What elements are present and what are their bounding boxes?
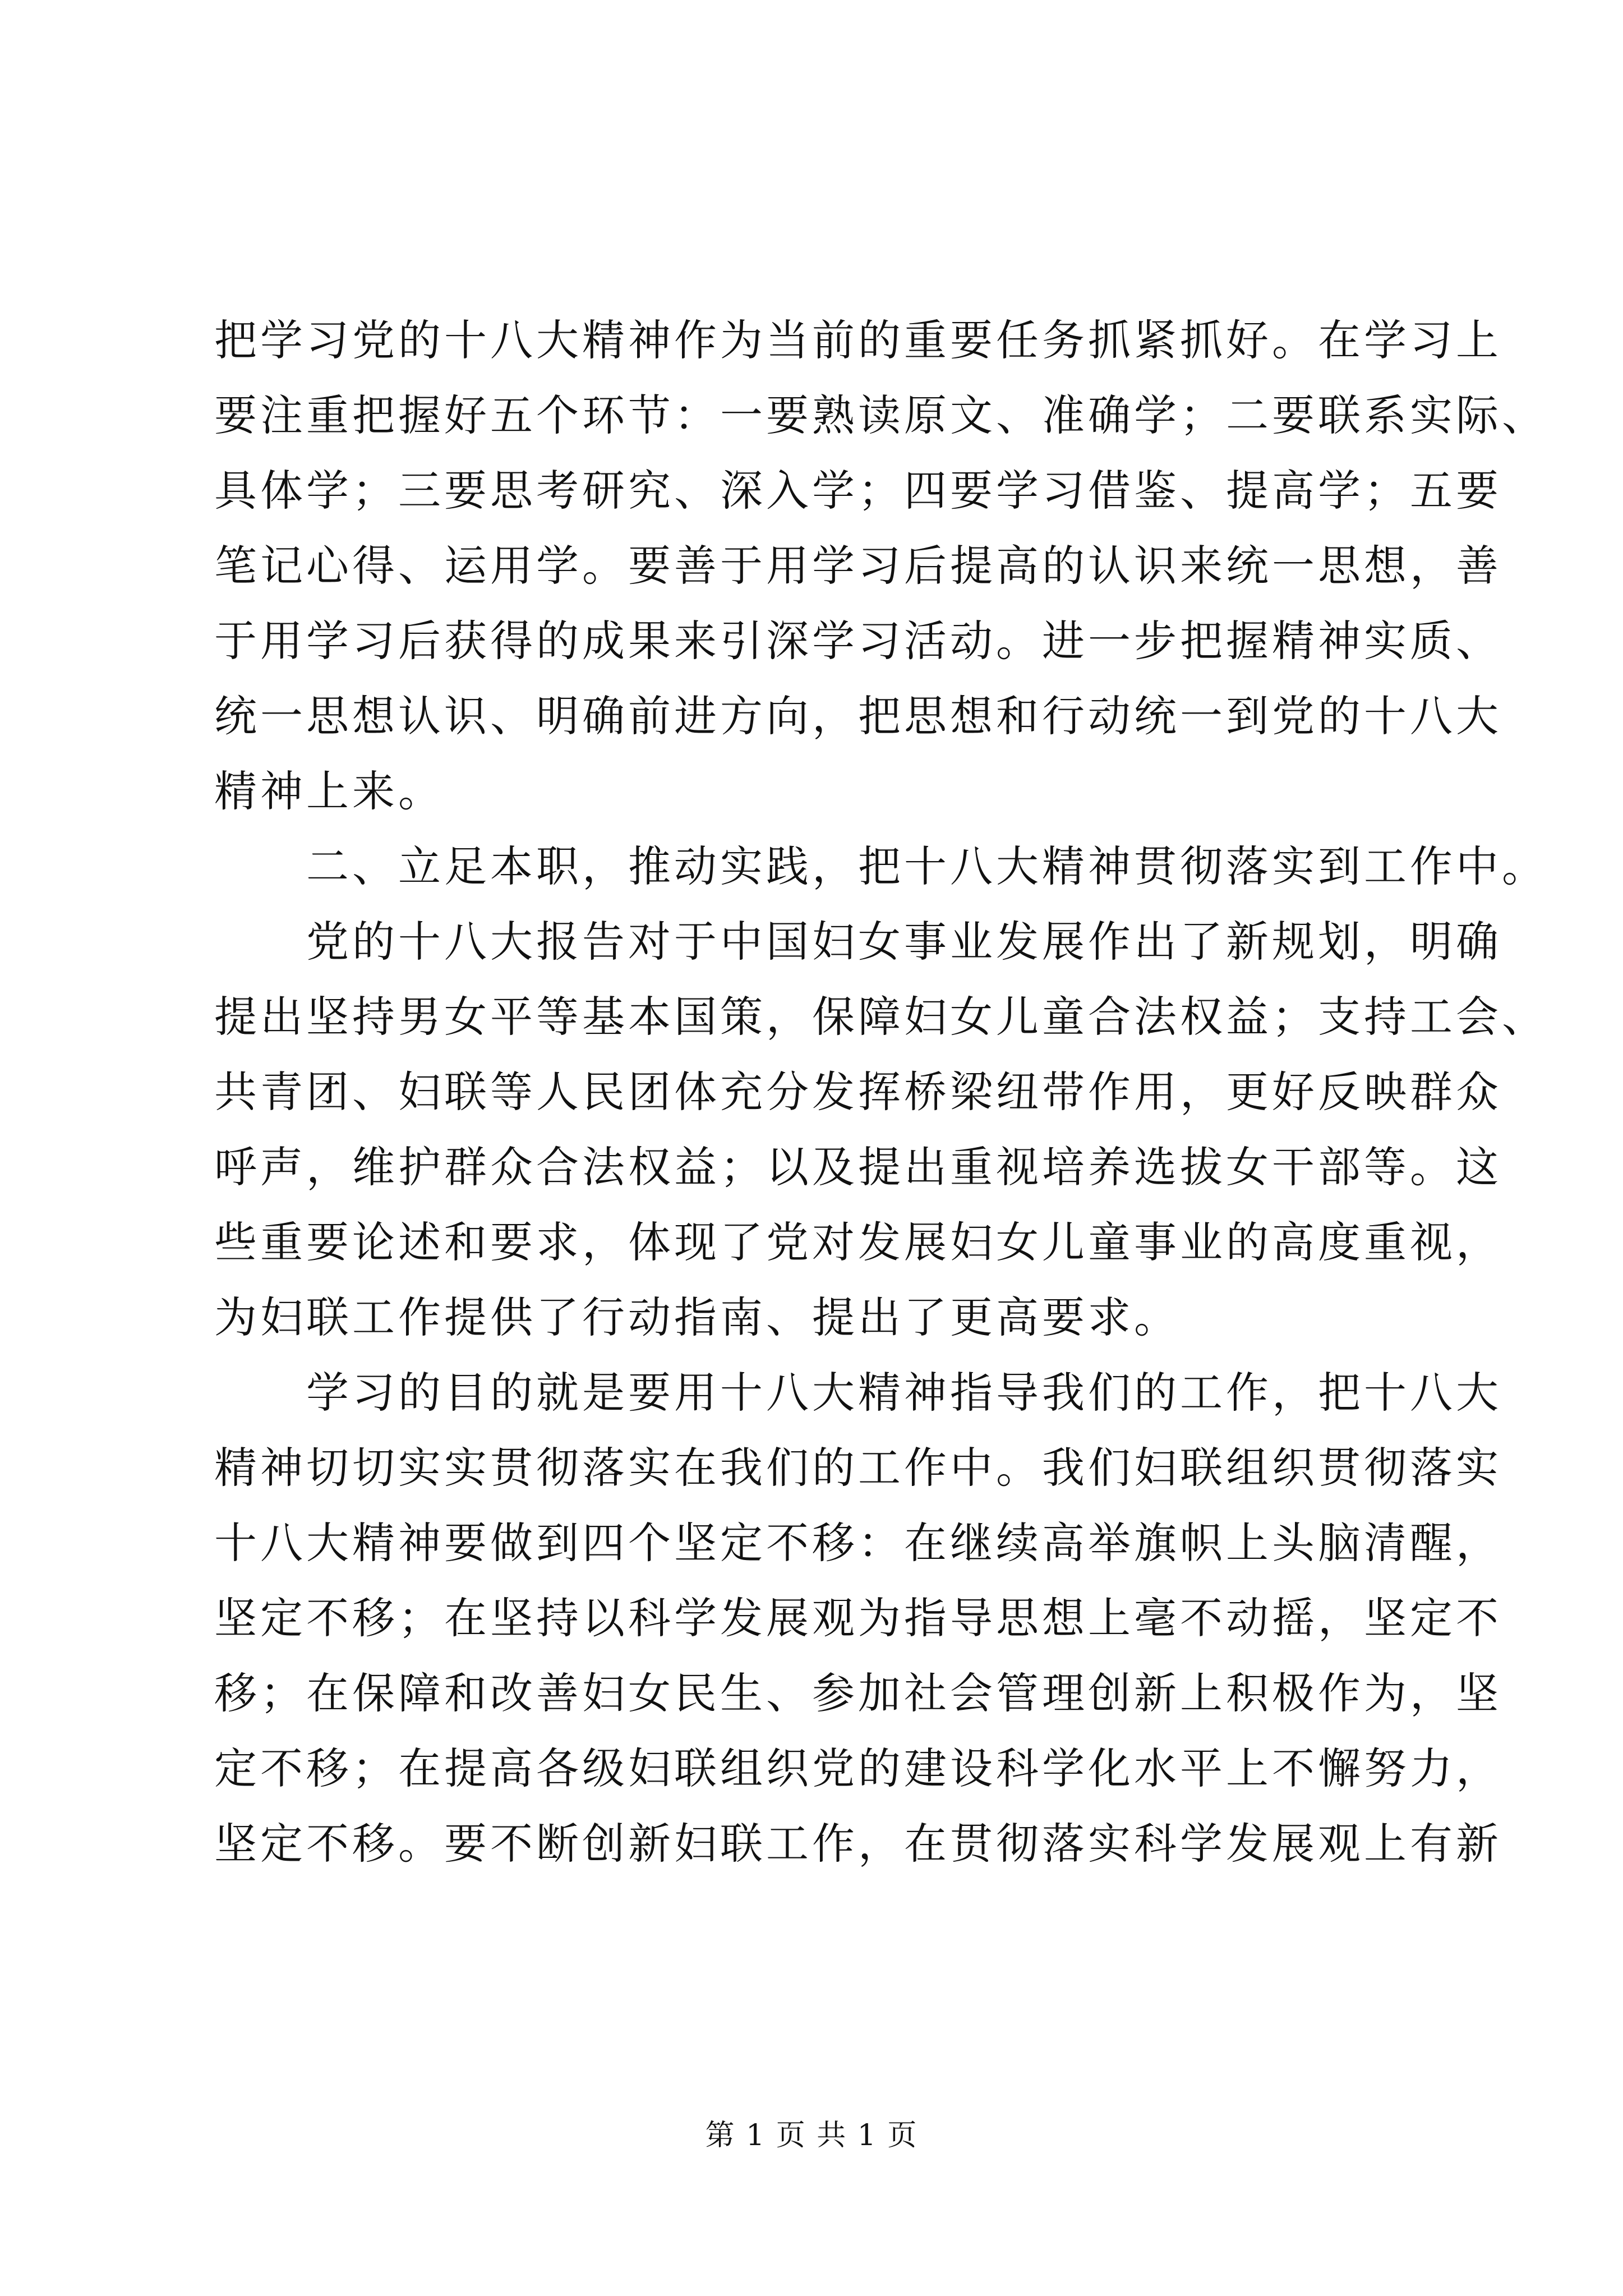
text-line: 为妇联工作提供了行动指南、提出了更高要求。	[214, 1292, 1180, 1342]
text-line: 统一思想认识、明确前进方向，把思想和行动统一到党的十八大	[214, 691, 1502, 741]
text-line: 于用学习后获得的成果来引深学习活动。进一步把握精神实质、	[214, 616, 1502, 666]
text-line: 定不移；在提高各级妇联组织党的建设科学化水平上不懈努力，	[214, 1743, 1502, 1793]
text-line: 十八大精神要做到四个坚定不移：在继续高举旗帜上头脑清醒，	[214, 1518, 1502, 1568]
text-line: 呼声，维护群众合法权益；以及提出重视培养选拔女干部等。这	[214, 1142, 1502, 1192]
text-line: 笔记心得、运用学。要善于用学习后提高的认识来统一思想，善	[214, 541, 1502, 591]
text-line: 精神上来。	[214, 766, 444, 816]
text-line: 坚定不移。要不断创新妇联工作，在贯彻落实科学发展观上有新	[214, 1819, 1502, 1869]
text-line: 学习的目的就是要用十八大精神指导我们的工作，把十八大	[306, 1368, 1502, 1418]
text-line: 具体学；三要思考研究、深入学；四要学习借鉴、提高学；五要	[214, 466, 1502, 516]
page-number: 第 1 页 共 1 页	[705, 2119, 918, 2152]
text-line: 些重要论述和要求，体现了党对发展妇女儿童事业的高度重视，	[214, 1217, 1502, 1267]
text-line: 共青团、妇联等人民团体充分发挥桥梁纽带作用，更好反映群众	[214, 1067, 1502, 1117]
page-footer	[0, 2116, 1623, 2155]
text-line: 坚定不移；在坚持以科学发展观为指导思想上毫不动摇，坚定不	[214, 1593, 1502, 1643]
text-line: 移；在保障和改善妇女民生、参加社会管理创新上积极作为，坚	[214, 1668, 1502, 1718]
text-line: 精神切切实实贯彻落实在我们的工作中。我们妇联组织贯彻落实	[214, 1443, 1502, 1493]
text-line: 要注重把握好五个环节：一要熟读原文、准确学；二要联系实际、	[214, 390, 1548, 440]
section-heading: 二、立足本职，推动实践，把十八大精神贯彻落实到工作中。	[306, 841, 1548, 891]
text-line: 把学习党的十八大精神作为当前的重要任务抓紧抓好。在学习上	[214, 315, 1502, 365]
document-body	[214, 303, 1548, 1881]
text-line: 提出坚持男女平等基本国策，保障妇女儿童合法权益；支持工会、	[214, 992, 1548, 1042]
text-line: 党的十八大报告对于中国妇女事业发展作出了新规划，明确	[306, 917, 1502, 967]
